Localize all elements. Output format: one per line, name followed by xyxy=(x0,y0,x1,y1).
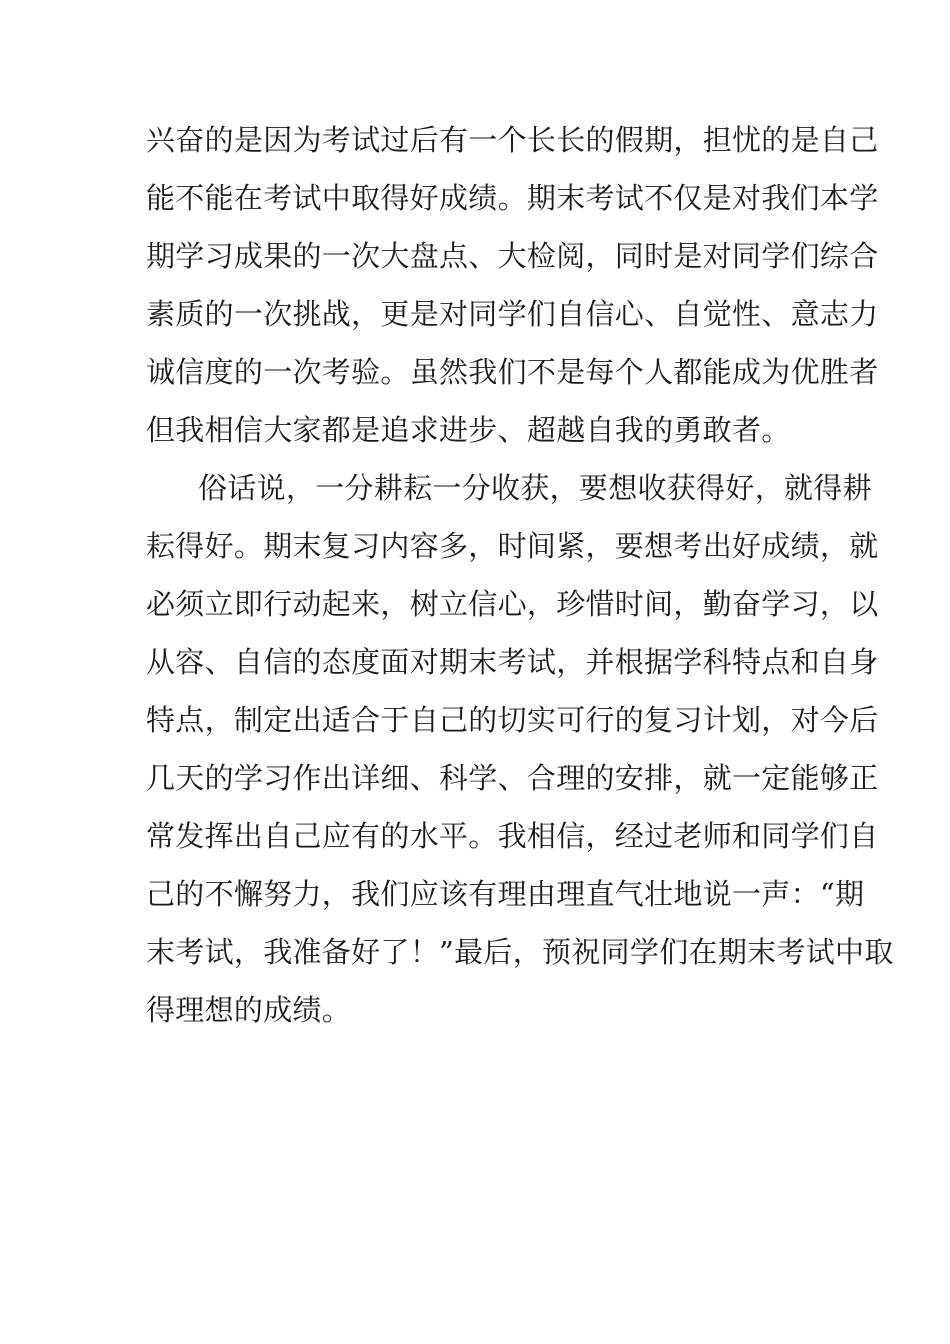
text-line: 能不能在考试中取得好成绩。期末考试不仅是对我们本学 xyxy=(146,181,879,215)
text-line: 末考试，我准备好了！”最后，预祝同学们在期末考试中取 xyxy=(146,935,894,969)
text-line: 常发挥出自己应有的水平。我相信，经过老师和同学们自 xyxy=(146,819,879,853)
text-line: 诚信度的一次考验。虽然我们不是每个人都能成为优胜者 xyxy=(146,355,879,389)
text-line: 从容、自信的态度面对期末考试，并根据学科特点和自身 xyxy=(146,645,879,679)
text-line: 兴奋的是因为考试过后有一个长长的假期，担忧的是自己 xyxy=(146,123,879,157)
text-line: 几天的学习作出详细、科学、合理的安排，就一定能够正 xyxy=(146,761,879,795)
text-line: 耘得好。期末复习内容多，时间紧，要想考出好成绩，就 xyxy=(146,529,879,563)
text-line: 己的不懈努力，我们应该有理由理直气壮地说一声：“期 xyxy=(146,877,865,911)
text-line: 但我相信大家都是追求进步、超越自我的勇敢者。 xyxy=(146,413,791,447)
paragraph-first-line: 俗话说，一分耕耘一分收获，要想收获得好，就得耕 xyxy=(198,471,872,505)
text-line: 必须立即行动起来，树立信心，珍惜时间，勤奋学习，以 xyxy=(146,587,879,621)
text-line: 素质的一次挑战，更是对同学们自信心、自觉性、意志力 xyxy=(146,297,879,331)
text-line: 期学习成果的一次大盘点、大检阅，同时是对同学们综合 xyxy=(146,239,879,273)
text-line: 得理想的成绩。 xyxy=(146,993,352,1027)
text-line: 特点，制定出适合于自己的切实可行的复习计划，对今后 xyxy=(146,703,879,737)
